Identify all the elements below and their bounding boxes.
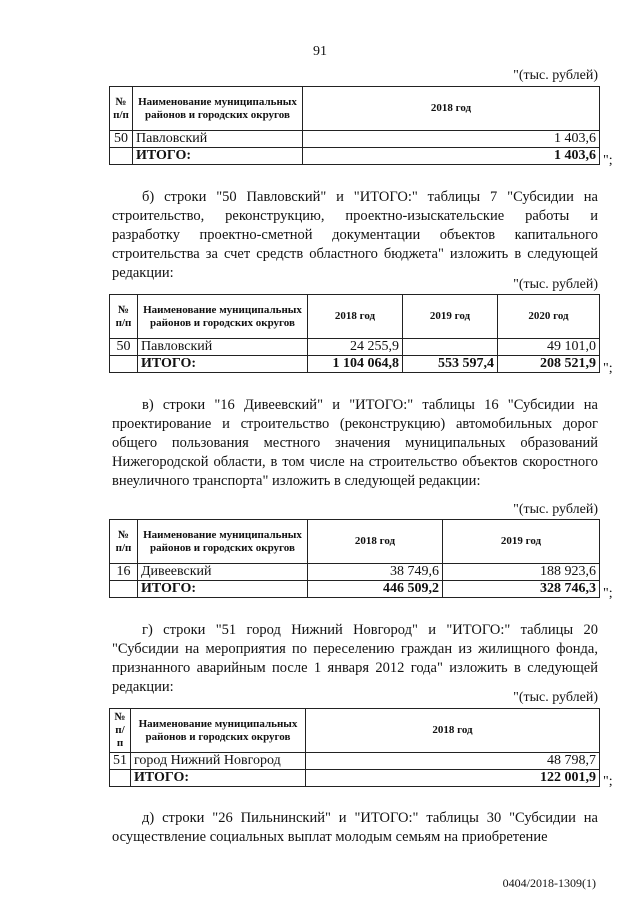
header-num: № п/п	[110, 520, 138, 564]
table-tail: ";	[603, 774, 613, 789]
total-2020: 208 521,9	[498, 356, 600, 373]
unit-label: "(тыс. рублей)	[513, 277, 598, 292]
header-2020: 2020 год	[498, 295, 600, 339]
header-2019: 2019 год	[403, 295, 498, 339]
row-name: город Нижний Новгород	[131, 753, 306, 770]
header-name: Наименование муниципальных районов и городских округов	[138, 520, 308, 564]
row-2018: 48 798,7	[306, 753, 600, 770]
total-2018: 1 104 064,8	[308, 356, 403, 373]
table-pavlovsky-7	[109, 294, 600, 373]
header-name: Наименование муниципальных районов и городских округов	[138, 295, 308, 339]
page-number: 91	[313, 44, 327, 59]
row-2019: 188 923,6	[443, 564, 600, 581]
total-label: ИТОГО:	[138, 581, 308, 598]
paragraph-d: д) строки "26 Пильнинский" и "ИТОГО:" таблицы 30 "Субсидии на осуществление социальных выплат молодым семьям на приобретение	[112, 810, 598, 845]
header-num: № п/п	[110, 87, 133, 131]
table-row	[110, 131, 600, 148]
table-row	[110, 339, 600, 356]
table-tail: ";	[603, 153, 613, 168]
total-2018: 1 403,6	[303, 148, 600, 165]
row-name: Павловский	[138, 339, 308, 356]
total-2018: 122 001,9	[306, 770, 600, 787]
total-2019: 553 597,4	[403, 356, 498, 373]
total-2018: 446 509,2	[308, 581, 443, 598]
header-2019: 2019 год	[443, 520, 600, 564]
paragraph-b: б) строки "50 Павловский" и "ИТОГО:" таблицы 7 "Субсидии на строительство, реконструкцию, проектно-изыскательские работы и разработку проектно-сметной документации объектов капитального строительства за счет средств областного бюджета" изложить в следующей редакции:	[112, 189, 598, 281]
row-num: 50	[110, 131, 133, 148]
total-2019: 328 746,3	[443, 581, 600, 598]
table-tail: ";	[603, 361, 613, 376]
unit-label: "(тыс. рублей)	[513, 68, 598, 83]
unit-label: "(тыс. рублей)	[513, 502, 598, 517]
table-pavlovsky-1	[109, 86, 600, 165]
row-name: Дивеевский	[138, 564, 308, 581]
total-row	[110, 581, 600, 598]
header-name: Наименование муниципальных районов и городских округов	[131, 709, 306, 753]
total-row	[110, 770, 600, 787]
row-name: Павловский	[133, 131, 303, 148]
header-name: Наименование муниципальных районов и городских округов	[133, 87, 303, 131]
header-num: № п/п	[110, 295, 138, 339]
row-2018: 24 255,9	[308, 339, 403, 356]
total-label: ИТОГО:	[131, 770, 306, 787]
row-2018: 1 403,6	[303, 131, 600, 148]
total-row	[110, 148, 600, 165]
total-row	[110, 356, 600, 373]
row-num: 50	[110, 339, 138, 356]
paragraph-g: г) строки "51 город Нижний Новгород" и "ИТОГО:" таблицы 20 "Субсидии на мероприятия по переселению граждан из жилищного фонда, признанного аварийным после 1 января 2012 года" изложить в следующей редакции:	[112, 622, 598, 695]
table-tail: ";	[603, 586, 613, 601]
table-row	[110, 564, 600, 581]
document-code: 0404/2018-1309(1)	[502, 876, 596, 890]
header-2018: 2018 год	[303, 87, 600, 131]
header-num: № п/п	[110, 709, 131, 753]
header-2018: 2018 год	[308, 520, 443, 564]
row-2018: 38 749,6	[308, 564, 443, 581]
total-label: ИТОГО:	[133, 148, 303, 165]
paragraph-v: в) строки "16 Дивеевский" и "ИТОГО:" таблицы 16 "Субсидии на проектирование и строительство (реконструкцию) автомобильных дорог общего пользования местного значения муниципальных образований Нижегородской области, в том числе на строительство объектов скоростного внеуличного транспорта" изложить в следующей редакции:	[112, 397, 598, 489]
total-label: ИТОГО:	[138, 356, 308, 373]
header-2018: 2018 год	[308, 295, 403, 339]
row-2019	[403, 339, 498, 356]
table-nizhny-20	[109, 708, 600, 787]
row-num: 16	[110, 564, 138, 581]
row-num: 51	[110, 753, 131, 770]
header-2018: 2018 год	[306, 709, 600, 753]
table-row	[110, 753, 600, 770]
unit-label: "(тыс. рублей)	[513, 690, 598, 705]
table-diveevsky-16	[109, 519, 600, 598]
row-2020: 49 101,0	[498, 339, 600, 356]
